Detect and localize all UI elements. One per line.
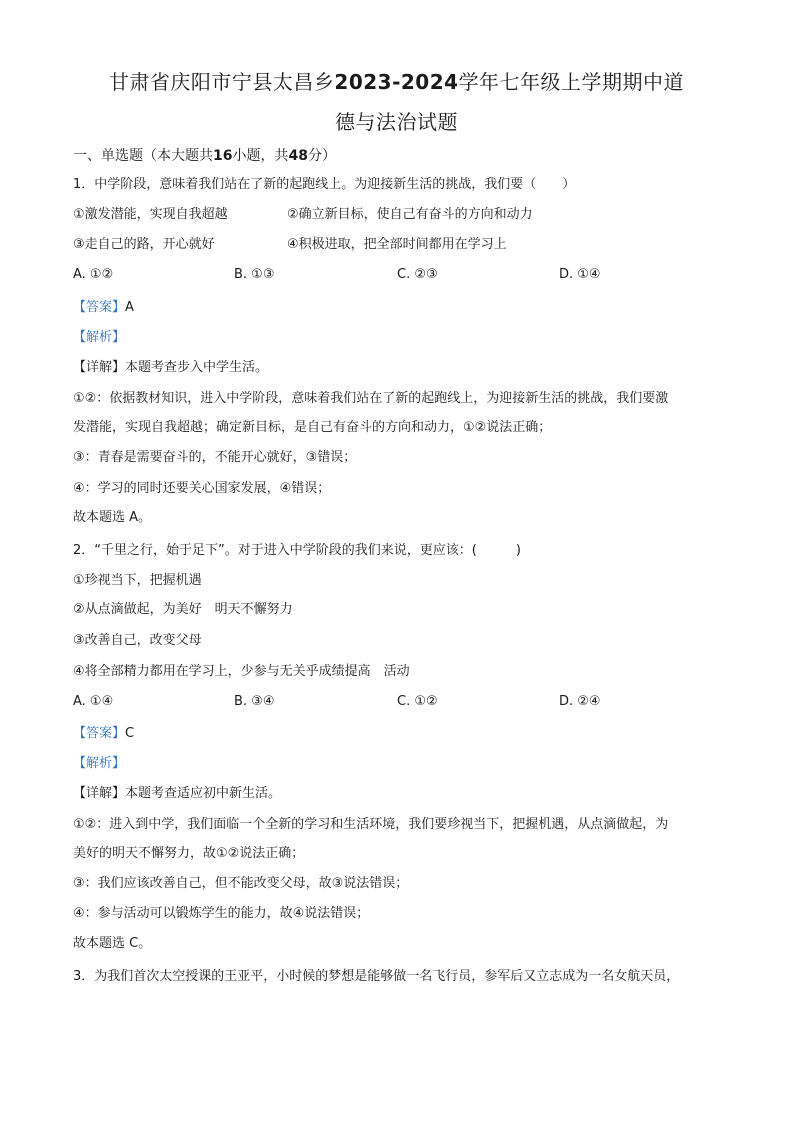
- q1-explanation-2: ③：青春是需要奋斗的，不能开心就好，③错误；: [73, 450, 357, 465]
- section-count: 16: [213, 148, 233, 164]
- section-heading: [73, 147, 336, 165]
- q2-statement-3: ③改善自己，改变父母: [73, 633, 202, 648]
- section-pre: 一、单选题（本大题共: [73, 148, 213, 164]
- title-years: 2023-2024: [334, 70, 459, 94]
- q2-explanation-1a: ①②：进入到中学，我们面临一个全新的学习和生活环境，我们要珍视当下，把握机遇，从点滴做起，为: [73, 817, 669, 832]
- q1-conclusion: 故本题选 A。: [73, 510, 152, 525]
- doc-title-line1: [0, 66, 793, 95]
- section-score: 48: [288, 148, 308, 164]
- q1-option-d: D. ①④: [559, 267, 601, 282]
- q1-detail: 【详解】本题考查步入中学生活。: [73, 360, 269, 375]
- q2-option-a: A. ①④: [73, 694, 114, 709]
- q2-stem: 2．“千里之行，始于足下”。对于进入中学阶段的我们来说，更应该：( ): [73, 543, 521, 558]
- q2-conclusion: 故本题选 C。: [73, 936, 152, 951]
- section-post: 分）: [307, 148, 336, 164]
- q2-option-b: B. ③④: [234, 694, 275, 709]
- q2-explanation-3: ④：参与活动可以锻炼学生的能力，故④说法错误；: [73, 906, 370, 921]
- q1-statement-2: ②确立新目标，使自己有奋斗的方向和动力: [287, 207, 533, 222]
- q1-option-b: B. ①③: [234, 267, 275, 282]
- q1-explanation-1a: ①②：依据教材知识，进入中学阶段，意味着我们站在了新的起跑线上，为迎接新生活的挑战，我们要激: [73, 391, 669, 406]
- q3-stem: 3．为我们首次太空授课的王亚平，小时候的梦想是能够做一名飞行员，参军后又立志成为一名女航天员，: [73, 969, 680, 984]
- q2-answer-tag: 【答案】: [73, 726, 126, 741]
- q1-explanation-3: ④：学习的同时还要关心国家发展，④错误；: [73, 481, 331, 496]
- q2-option-c: C. ①②: [397, 694, 438, 709]
- q2-answer-value: C: [125, 726, 135, 741]
- q1-answer-value: A: [125, 300, 134, 315]
- q1-answer: [73, 299, 134, 317]
- q1-option-c: C. ②③: [397, 267, 438, 282]
- q1-option-a: A. ①②: [73, 267, 114, 282]
- q1-stem: 1．中学阶段，意味着我们站在了新的起跑线上。为迎接新生活的挑战，我们要（ ）: [73, 177, 576, 192]
- section-mid: 小题，共: [232, 148, 289, 164]
- q1-explanation-1b: 发潜能，实现自我超越；确定新目标，是自己有奋斗的方向和动力，①②说法正确；: [73, 420, 552, 435]
- doc-title-line2: 德与法治试题: [335, 110, 458, 134]
- q2-detail: 【详解】本题考查适应初中新生活。: [73, 786, 282, 801]
- q2-statement-1: ①珍视当下，把握机遇: [73, 573, 202, 588]
- q2-explanation-2: ③：我们应该改善自己，但不能改变父母，故③说法错误；: [73, 876, 409, 891]
- q2-analysis-tag: 【解析】: [73, 756, 126, 771]
- q2-option-d: D. ②④: [559, 694, 601, 709]
- q2-answer: [73, 725, 134, 743]
- title-part2: 学年七年级上学期期中道: [458, 70, 685, 94]
- title-part1: 甘肃省庆阳市宁县太昌乡: [108, 70, 335, 94]
- q2-explanation-1b: 美好的明天不懈努力，故①②说法正确；: [73, 846, 305, 861]
- q2-statement-2: ②从点滴做起，为美好 明天不懈努力: [73, 602, 293, 617]
- q1-analysis-tag: 【解析】: [73, 330, 126, 345]
- q1-statement-4: ④积极进取，把全部时间都用在学习上: [287, 237, 507, 252]
- q2-statement-4: ④将全部精力都用在学习上，少参与无关乎成绩提高 活动: [73, 664, 410, 679]
- q1-statement-3: ③走自己的路，开心就好: [73, 237, 215, 252]
- q1-statement-1: ①激发潜能，实现自我超越: [73, 207, 228, 222]
- q1-answer-tag: 【答案】: [73, 300, 126, 315]
